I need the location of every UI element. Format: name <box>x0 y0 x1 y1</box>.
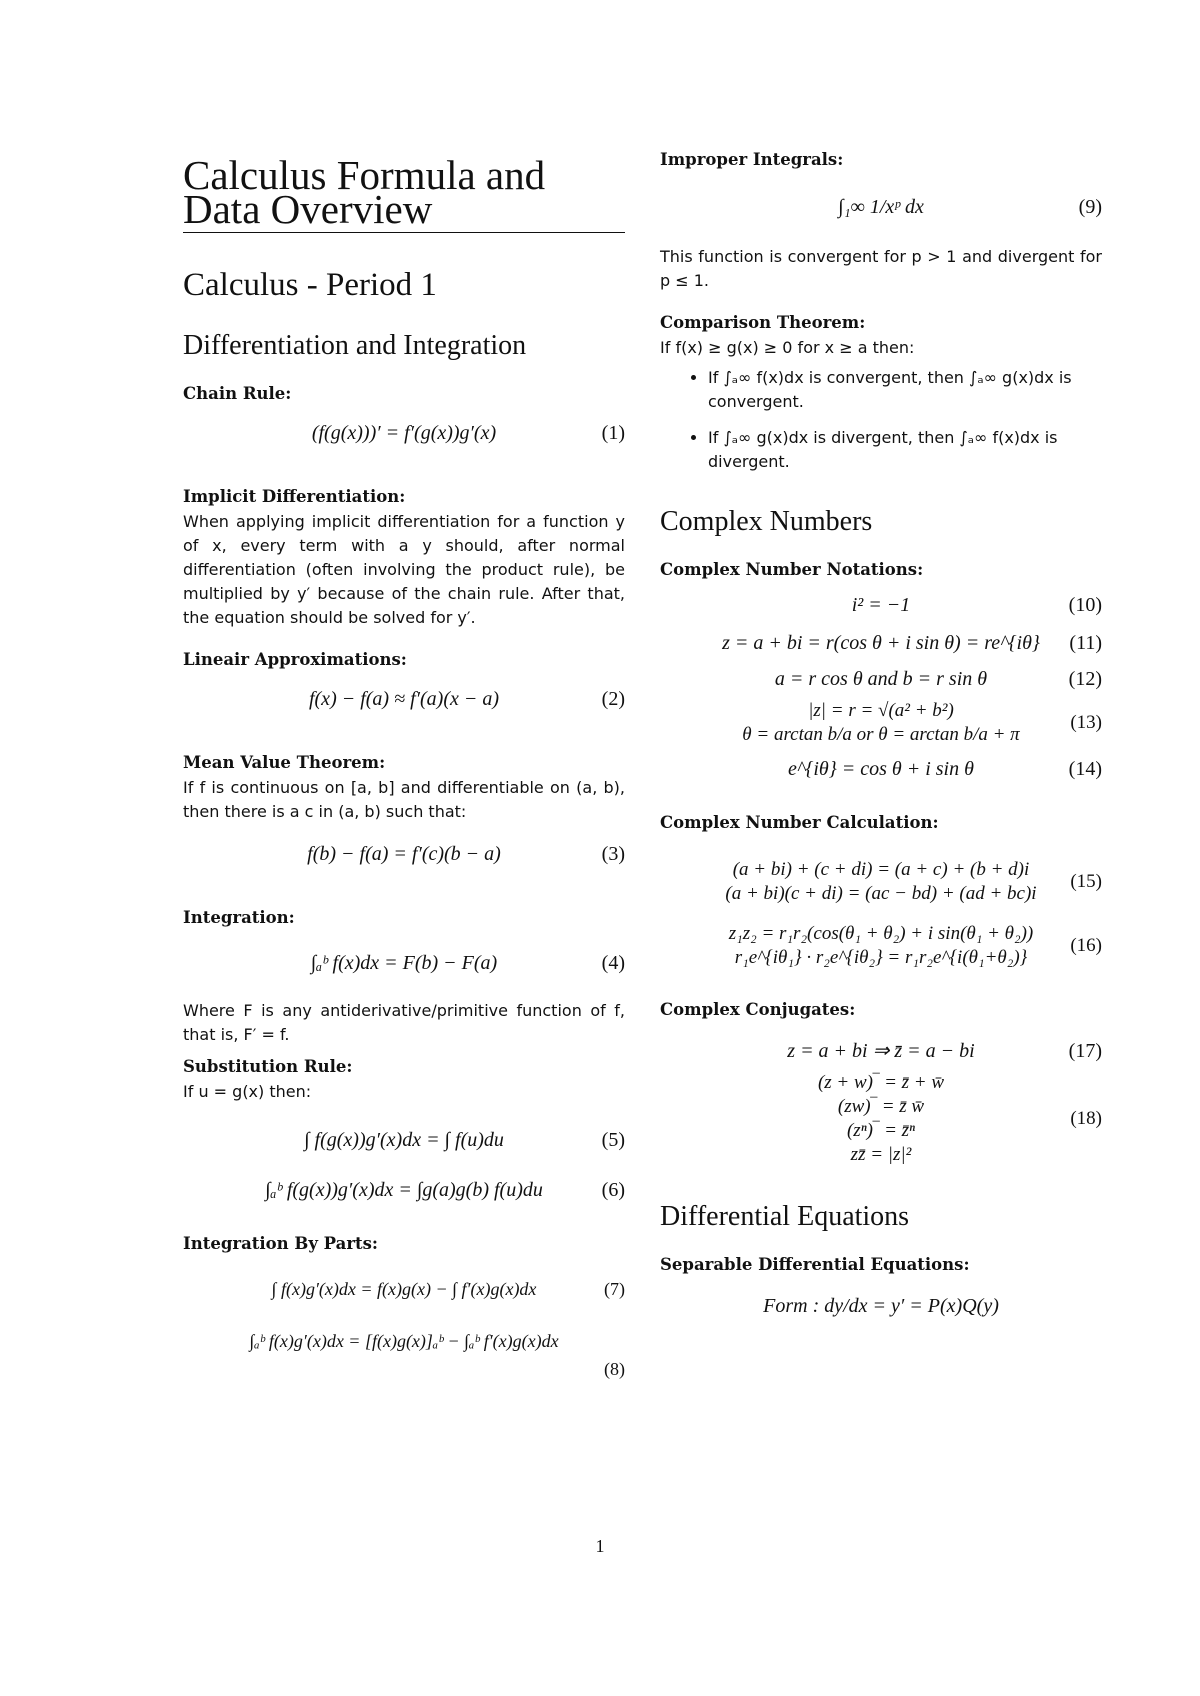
equation-8 <box>183 1327 625 1383</box>
equation-12 <box>660 665 1102 693</box>
equation-13-line-2: θ = arctan b/a or θ = arctan b/a + π <box>742 724 1020 745</box>
equation-10 <box>660 591 1102 619</box>
improper-label: Improper Integrals: <box>660 150 844 169</box>
parts-label: Integration By Parts: <box>183 1234 379 1253</box>
equation-separable <box>660 1292 1102 1320</box>
equation-14-body: e^{iθ} = cos θ + i sin θ <box>788 758 974 780</box>
equation-number-4: (4) <box>601 952 625 974</box>
equation-10-body: i² = −1 <box>851 594 911 616</box>
equation-9-body: ∫₁∞ 1/xᵖ dx <box>838 196 924 218</box>
equation-6-body: ∫ₐᵇ f(g(x))g′(x)dx = ∫g(a)g(b) f(u)du <box>265 1179 543 1201</box>
comparison-item-2: • If ∫ₐ∞ g(x)dx is divergent, then ∫ₐ∞ f(x)dx is divergent. <box>708 426 1102 474</box>
equation-number-13: (13) <box>1070 712 1102 733</box>
equation-3 <box>183 840 625 868</box>
equation-2-body: f(x) − f(a) ≈ f′(a)(x − a) <box>308 688 500 710</box>
equation-number-2: (2) <box>601 688 625 710</box>
mvt-label: Mean Value Theorem: <box>183 753 386 772</box>
equation-15-line-1: (a + bi) + (c + di) = (a + c) + (b + d)i <box>732 859 1030 880</box>
equation-5-body: ∫ f(g(x))g′(x)dx = ∫ f(u)du <box>304 1129 504 1151</box>
chain-rule-label: Chain Rule: <box>183 384 292 403</box>
equation-3-body: f(b) − f(a) = f′(c)(b − a) <box>307 843 501 865</box>
equation-16 <box>660 922 1102 970</box>
equation-6 <box>183 1176 625 1204</box>
equation-1-body: (f(g(x)))′ = f′(g(x))g′(x) <box>311 422 497 444</box>
equation-17 <box>660 1037 1102 1065</box>
equation-number-1: (1) <box>601 422 625 444</box>
equation-9 <box>660 193 1102 221</box>
lineair-label: Lineair Approximations: <box>183 650 407 669</box>
equation-18-line-2: (zw)‾ = z̄ w̄ <box>837 1096 925 1117</box>
equation-16-line-2: r₁e^{iθ₁} · r₂e^{iθ₂} = r₁r₂e^{i(θ₁+θ₂)} <box>734 947 1028 968</box>
comparison-item-1: • If ∫ₐ∞ f(x)dx is convergent, then ∫ₐ∞ g(x)dx is convergent. <box>708 366 1102 414</box>
substitution-text: If u = g(x) then: <box>183 1082 312 1101</box>
equation-number-3: (3) <box>601 843 625 865</box>
notations-label: Complex Number Notations: <box>660 560 924 579</box>
mvt-text: If f is continuous on [a, b] and differentiable on (a, b), then there is a c in (a, b) such that: <box>183 778 625 821</box>
integration-label: Integration: <box>183 908 295 927</box>
equation-7 <box>183 1275 625 1303</box>
equation-13-line-1: |z| = r = √(a² + b²) <box>808 700 954 721</box>
equation-number-18: (18) <box>1070 1108 1102 1129</box>
equation-15 <box>660 858 1102 906</box>
equation-number-11: (11) <box>1069 632 1102 654</box>
equation-number-10: (10) <box>1068 594 1102 616</box>
equation-number-8: (8) <box>604 1359 625 1379</box>
document-title: Calculus Formula and Data Overview <box>183 158 625 233</box>
conjugates-label: Complex Conjugates: <box>660 1000 856 1019</box>
equation-13 <box>660 699 1102 747</box>
equation-12-body: a = r cos θ and b = r sin θ <box>774 668 988 690</box>
equation-4-body: ∫ₐᵇ f(x)dx = F(b) − F(a) <box>310 952 498 974</box>
left-column <box>183 150 625 1383</box>
implicit-text: When applying implicit differentiation for a function y of x, every term with a y should, after normal differentiation (often involving the product rule), be multiplied by y′ because of the chain rule. After that, the equation should be solved for y′. <box>183 512 625 627</box>
equation-separable-body: Form : dy/dx = y′ = P(x)Q(y) <box>763 1295 999 1317</box>
equation-8-body: ∫ₐᵇ f(x)g′(x)dx = [f(x)g(x)]ₐᵇ − ∫ₐᵇ f′(x)g(x)dx <box>249 1331 559 1351</box>
right-column <box>660 150 1102 1320</box>
equation-11 <box>660 629 1102 657</box>
equation-5 <box>183 1126 625 1154</box>
equation-18-line-3: (zⁿ)‾ = z̄ⁿ <box>846 1120 916 1141</box>
section-heading-complex: Complex Numbers <box>660 506 873 537</box>
equation-number-15: (15) <box>1070 871 1102 892</box>
comparison-label: Comparison Theorem: <box>660 313 866 332</box>
improper-text: This function is convergent for p > 1 and divergent for p ≤ 1. <box>660 247 1102 290</box>
comparison-text: If f(x) ≥ g(x) ≥ 0 for x ≥ a then: <box>660 338 915 357</box>
page-number: 1 <box>595 1536 605 1556</box>
equation-number-5: (5) <box>601 1129 625 1151</box>
equation-18-line-4: zz̄ = |z|² <box>850 1144 912 1165</box>
comparison-list <box>660 366 1102 474</box>
equation-15-line-2: (a + bi)(c + di) = (ac − bd) + (ad + bc)i <box>725 883 1037 904</box>
equation-number-16: (16) <box>1070 935 1102 956</box>
equation-17-body: z = a + bi ⇒ z̄ = a − bi <box>787 1040 975 1062</box>
section-heading-differentiation: Differentiation and Integration <box>183 330 527 361</box>
equation-number-9: (9) <box>1078 196 1102 218</box>
integration-text: Where F is any antiderivative/primitive function of f, that is, F′ = f. <box>183 1001 625 1044</box>
equation-11-body: z = a + bi = r(cos θ + i sin θ) = re^{iθ} <box>722 632 1040 654</box>
period-heading: Calculus - Period 1 <box>183 267 437 303</box>
equation-number-12: (12) <box>1068 668 1102 690</box>
equation-18 <box>660 1071 1102 1167</box>
equation-number-17: (17) <box>1068 1040 1102 1062</box>
section-heading-diffeq: Differential Equations <box>660 1201 910 1232</box>
equation-14 <box>660 755 1102 783</box>
equation-1 <box>183 419 625 447</box>
substitution-label: Substitution Rule: <box>183 1057 353 1076</box>
separable-label: Separable Differential Equations: <box>660 1255 970 1274</box>
equation-7-body: ∫ f(x)g′(x)dx = f(x)g(x) − ∫ f′(x)g(x)dx <box>271 1279 537 1299</box>
equation-number-6: (6) <box>601 1179 625 1201</box>
equation-number-14: (14) <box>1068 758 1102 780</box>
equation-2 <box>183 685 625 713</box>
equation-16-line-1: z₁z₂ = r₁r₂(cos(θ₁ + θ₂) + i sin(θ₁ + θ₂)) <box>728 923 1034 944</box>
equation-4 <box>183 949 625 977</box>
calculation-label: Complex Number Calculation: <box>660 813 939 832</box>
implicit-label: Implicit Differentiation: <box>183 487 406 506</box>
equation-number-7: (7) <box>604 1279 625 1299</box>
equation-18-line-1: (z + w)‾ = z̄ + w̄ <box>817 1072 945 1093</box>
